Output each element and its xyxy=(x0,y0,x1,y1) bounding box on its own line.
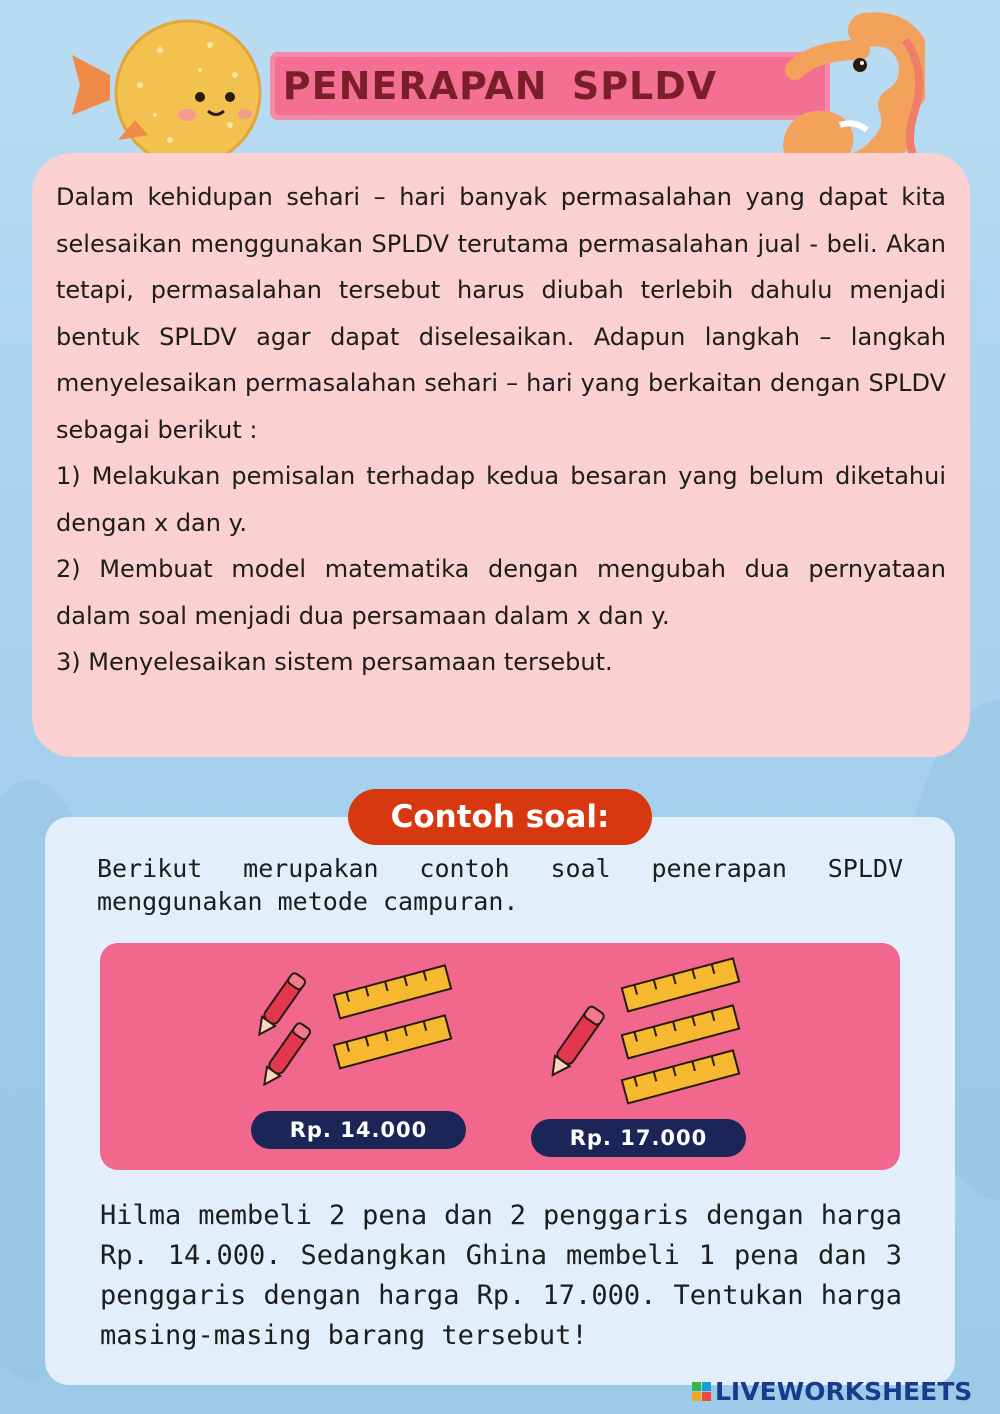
example-badge: Contoh soal: xyxy=(348,789,652,845)
items-panel xyxy=(100,943,900,1170)
info-paragraph: Dalam kehidupan sehari – hari banyak permasalahan yang dapat kita selesaikan menggunakan SPLDV terutama permasalahan jual - beli. Akan tetapi, permasalahan tersebut harus diubah terlebih dahulu menjadi bentuk SPLDV agar dapat diselesaikan. Adapun langkah – langkah menyelesaikan permasalahan sehari – hari yang berkaitan dengan SPLDV sebagai berikut : xyxy=(56,183,946,444)
pen-icon xyxy=(250,1015,320,1095)
liveworksheets-mark-icon xyxy=(692,1382,711,1401)
ruler-icon xyxy=(618,1045,743,1110)
example-intro: Berikut merupakan contoh soal penerapan SPLDV menggunakan metode campuran. xyxy=(97,854,903,916)
footer-brand: LIVEWORKSHEETS xyxy=(715,1376,973,1406)
info-text xyxy=(56,174,946,686)
step-item: 3) Menyelesaikan sistem persamaan tersebut. xyxy=(56,648,613,676)
price-label-set-1: Rp. 14.000 xyxy=(251,1111,466,1149)
step-item: 1) Melakukan pemisalan terhadap kedua besaran yang belum diketahui dengan x dan y. xyxy=(56,462,946,537)
step-item: 2) Membuat model matematika dengan mengubah dua pernyataan dalam soal menjadi dua persamaan dalam x dan y. xyxy=(56,555,946,630)
pen-icon xyxy=(538,998,613,1088)
pufferfish-illustration xyxy=(70,15,280,165)
page-title: PENERAPAN SPLDV xyxy=(282,64,718,108)
liveworksheets-logo xyxy=(692,1376,972,1406)
problem-text: Hilma membeli 2 pena dan 2 penggaris dengan harga Rp. 14.000. Sedangkan Ghina membeli 1 pena dan 3 penggaris dengan harga Rp. 17.000. Tentukan harga masing-masing barang tersebut! xyxy=(100,1200,902,1351)
ruler-icon xyxy=(330,1010,455,1075)
price-label-set-2: Rp. 17.000 xyxy=(531,1119,746,1157)
